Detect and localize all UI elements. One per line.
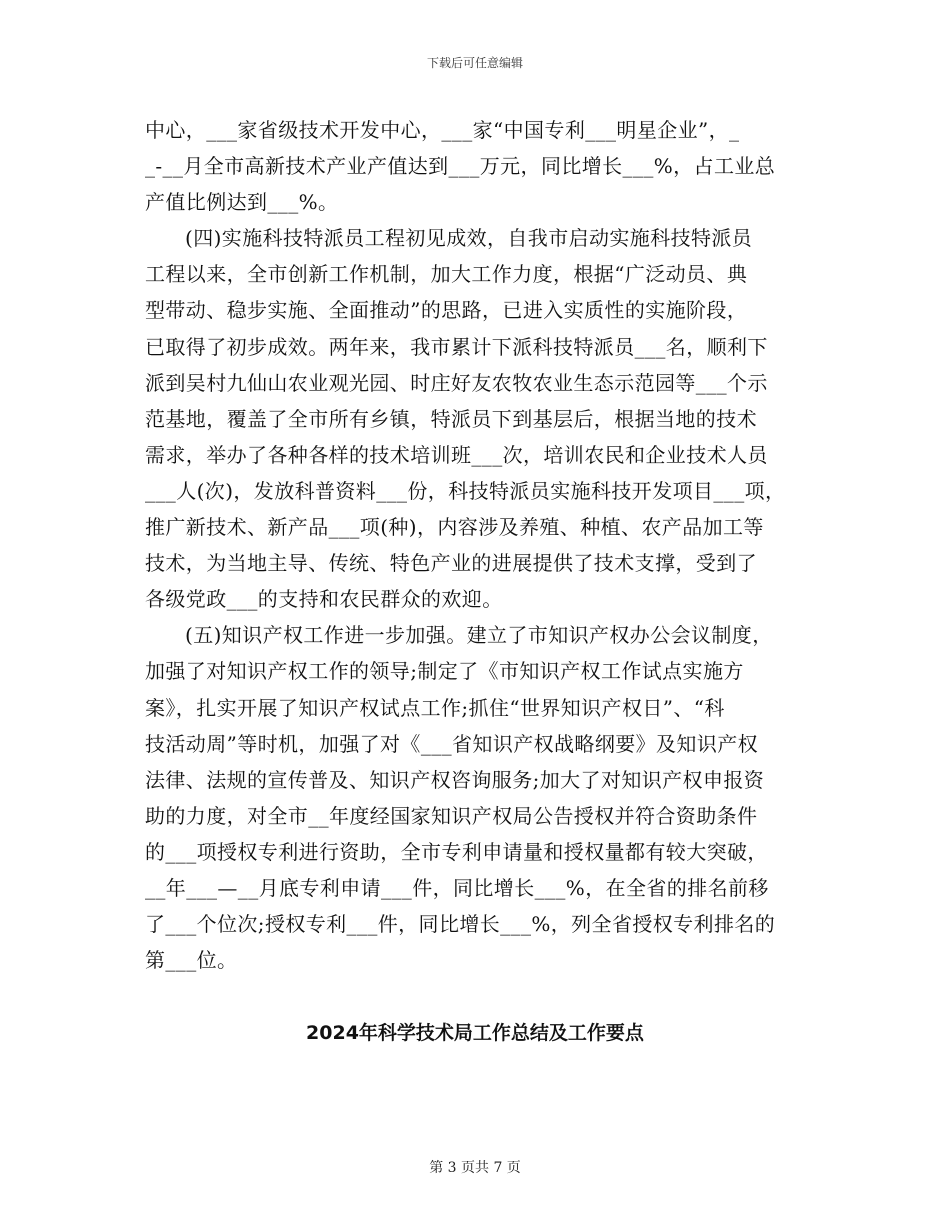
text-line: 型带动、稳步实施、全面推动”的思路，已进入实质性的实施阶段，	[145, 298, 748, 323]
page-footer: 第 3 页共 7 页	[429, 1160, 521, 1176]
page-header: 下载后可任意编辑	[426, 56, 523, 70]
text-line: 需求，举办了各种各样的技术培训班___次，培训农民和企业技术人员	[145, 442, 768, 467]
text-line: 技术，为当地主导、传统、特色产业的进展提供了技术支撑，受到了	[145, 551, 757, 576]
text-line: 派到吴村九仙山农业观光园、时庄好友农牧农业生态示范园等___个示	[145, 370, 768, 395]
text-line: 技活动周”等时机，加强了对《___省知识产权战略纲要》及知识产权	[145, 731, 759, 756]
text-line: __年___—__月底专利申请___件，同比增长___%，在全省的排名前移	[145, 875, 769, 900]
text-line: 了___个位次;授权专利___件，同比增长___%，列全省授权专利排名的	[145, 912, 776, 937]
text-line: 助的力度，对全市__年度经国家知识产权局公告授权并符合资助条件	[145, 803, 758, 828]
text-line: 工程以来，全市创新工作机制，加大工作力度，根据“广泛动员、典	[145, 262, 748, 287]
text-line: 案》，扎实开展了知识产权试点工作;抓住“世界知识产权日”、“科	[145, 695, 725, 720]
body-text	[145, 112, 810, 978]
text-line: 的___项授权专利进行资助，全市专利申请量和授权量都有较大突破，	[145, 839, 768, 864]
text-line: _-__月全市高新技术产业产值达到___万元，同比增长___%，占工业总	[145, 154, 776, 179]
text-line: 已取得了初步成效。两年来，我市累计下派科技特派员___名，顺利下	[145, 334, 768, 359]
text-line: 加强了对知识产权工作的领导;制定了《市知识产权工作试点实施方	[145, 659, 744, 684]
section-title: 2024年科学技术局工作总结及工作要点	[306, 1022, 644, 1044]
text-line: 各级党政___的支持和农民群众的欢迎。	[145, 587, 503, 612]
text-line: 中心，___家省级技术开发中心，___家“中国专利___明星企业”，_	[145, 118, 740, 142]
text-line: ___人(次)，发放科普资料___份，科技特派员实施科技开发项目___项，	[145, 478, 786, 503]
text-line: 范基地，覆盖了全市所有乡镇，特派员下到基层后，根据当地的技术	[145, 406, 757, 431]
text-line: 第___位。	[145, 948, 238, 973]
text-line: 法律、法规的宣传普及、知识产权咨询服务;加大了对知识产权申报资	[145, 767, 765, 792]
paragraph-start-line: (四)实施科技特派员工程初见成效，自我市启动实施科技特派员	[185, 226, 753, 251]
paragraph-start-line: (五)知识产权工作进一步加强。建立了市知识产权办公会议制度，	[185, 623, 773, 648]
text-line: 推广新技术、新产品___项(种)，内容涉及养殖、种植、农产品加工等	[145, 515, 764, 540]
text-line: 产值比例达到___%。	[145, 190, 339, 215]
